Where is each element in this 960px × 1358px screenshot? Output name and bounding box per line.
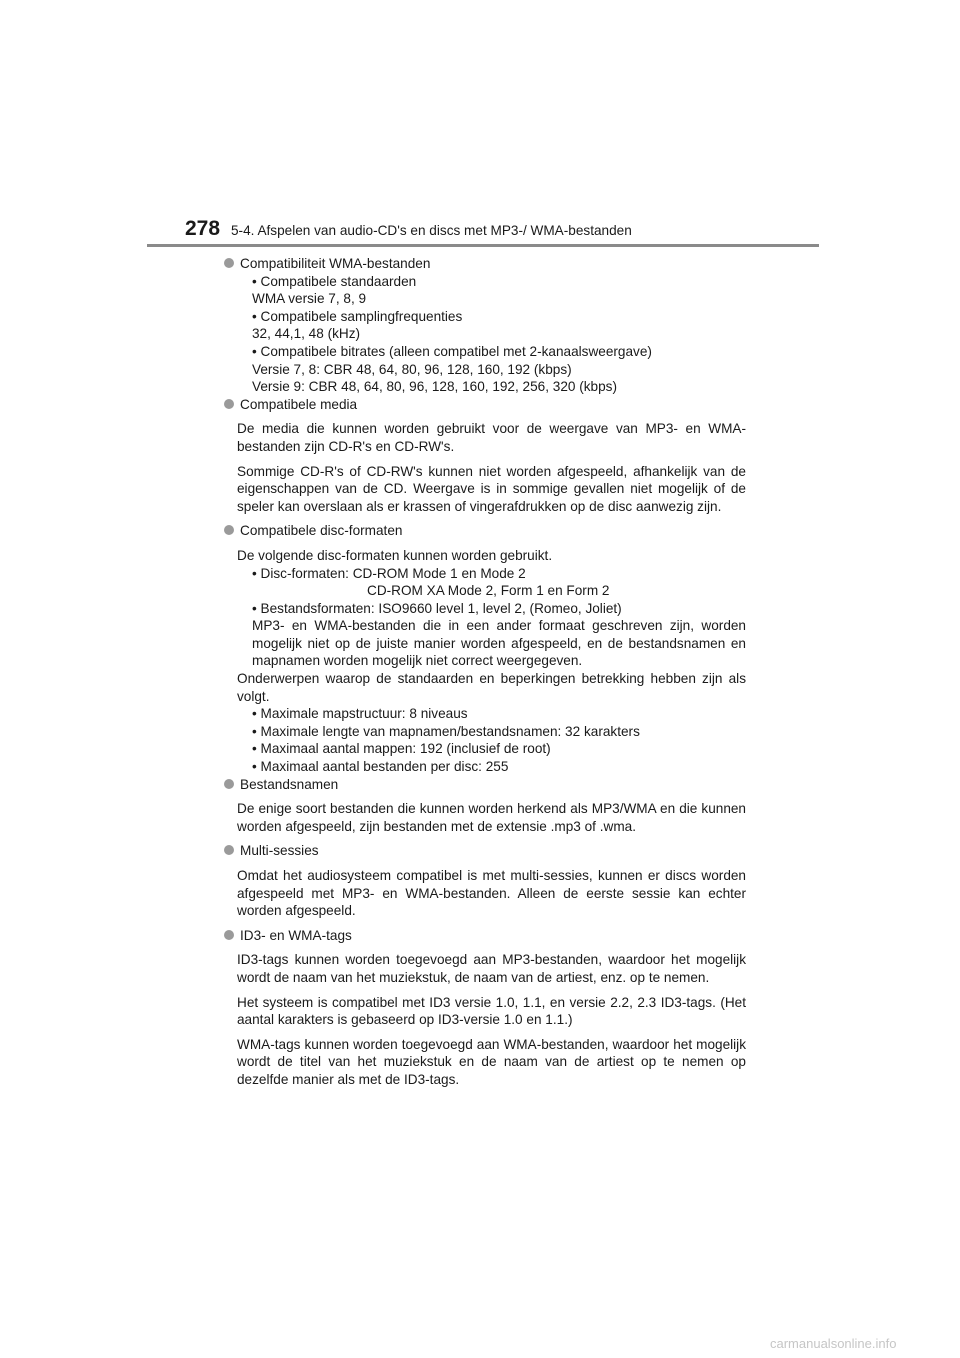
paragraph: De volgende disc-formaten kunnen worden gebruikt. <box>237 547 553 563</box>
page-content <box>224 255 746 1089</box>
bullet-dot-icon <box>224 930 234 940</box>
list-item: • Maximale mapstructuur: 8 niveaus <box>252 706 468 722</box>
paragraph: Onderwerpen waarop de standaarden en beperkingen betrekking hebben zijn als volgt. <box>237 671 746 704</box>
heading-disc-formats: Compatibele disc-formaten <box>224 522 746 540</box>
section-title: 5-4. Afspelen van audio-CD's en discs met MP3-/ WMA-bestanden <box>231 223 632 238</box>
heading-wma-compatibility: Compatibiliteit WMA-bestanden <box>224 255 746 273</box>
bullet-dot-icon <box>224 845 234 855</box>
watermark: carmanualsonline.info <box>770 1336 897 1351</box>
list-item: • Disc-formaten: CD-ROM Mode 1 en Mode 2 CD-ROM XA Mode 2, Form 1 en Form 2 <box>252 565 610 599</box>
list-item: • Maximaal aantal mappen: 192 (inclusief de root) <box>252 741 551 757</box>
paragraph: Sommige CD-R's of CD-RW's kunnen niet worden afgespeeld, afhankelijk van de eigenschappen van de CD. Weergave is in sommige gevallen niet mogelijk of de speler kan overslaan als er krassen of vingerafdrukken op de disc aanwezig zijn. <box>237 463 746 514</box>
list-item: • Maximaal aantal bestanden per disc: 255 <box>252 759 509 775</box>
heading-filenames: Bestandsnamen <box>224 776 746 794</box>
list-item: • Bestandsformaten: ISO9660 level 1, level 2, (Romeo, Joliet) MP3- en WMA-bestanden die in een ander formaat geschreven zijn, worden mogelijk niet op de juiste manier worden afgespeeld, en de bestandsnamen en mapnamen worden mogelijk niet correct weergegeven. <box>252 600 746 669</box>
paragraph: ID3-tags kunnen worden toegevoegd aan MP3-bestanden, waardoor het mogelijk wordt de naam van het muziekstuk, de naam van de artiest, enz. op te nemen. <box>237 952 746 985</box>
list-item: • Compatibele bitrates (alleen compatibel met 2-kanaalsweergave) Versie 7, 8: CBR 48, 64, 80, 96, 128, 160, 192 (kbps) Versie 9: CBR 48, 64, 80, 96, 128, 160, 192, 256, 320 (kbps) <box>252 343 652 395</box>
paragraph: WMA-tags kunnen worden toegevoegd aan WMA-bestanden, waardoor het mogelijk wordt de titel van het muziekstuk en de naam van de artiest op te nemen op dezelfde manier als met de ID3-tags. <box>237 1036 746 1087</box>
list-item: • Maximale lengte van mapnamen/bestandsnamen: 32 karakters <box>252 723 640 739</box>
heading-multi-sessions: Multi-sessies <box>224 842 746 860</box>
bullet-dot-icon <box>224 779 234 789</box>
heading-id3-wma-tags: ID3- en WMA-tags <box>224 927 746 945</box>
paragraph: De enige soort bestanden die kunnen worden herkend als MP3/WMA en die kunnen worden afgespeeld, zijn bestanden met de extensie .mp3 of .wma. <box>237 801 746 834</box>
page-number: 278 <box>185 217 221 240</box>
list-item: • Compatibele standaarden WMA versie 7, 8, 9 <box>252 273 417 307</box>
bullet-dot-icon <box>224 525 234 535</box>
bullet-dot-icon <box>224 258 234 268</box>
bullet-dot-icon <box>224 399 234 409</box>
paragraph: Omdat het audiosysteem compatibel is met multi-sessies, kunnen er discs worden afgespeeld met MP3- en WMA-bestanden. Alleen de eerste sessie kan echter worden afgespeeld. <box>237 868 746 919</box>
page-header <box>185 217 818 247</box>
header-rule <box>147 244 819 247</box>
paragraph: Het systeem is compatibel met ID3 versie 1.0, 1.1, en versie 2.2, 2.3 ID3-tags. (Het aantal karakters is gebaseerd op ID3-versie 1.0 en 1.1.) <box>237 994 746 1028</box>
list-item: • Compatibele samplingfrequenties 32, 44,1, 48 (kHz) <box>252 308 463 342</box>
paragraph: De media die kunnen worden gebruikt voor de weergave van MP3- en WMA-bestanden zijn CD-R's en CD-RW's. <box>237 421 746 454</box>
heading-compatible-media: Compatibele media <box>224 396 746 414</box>
